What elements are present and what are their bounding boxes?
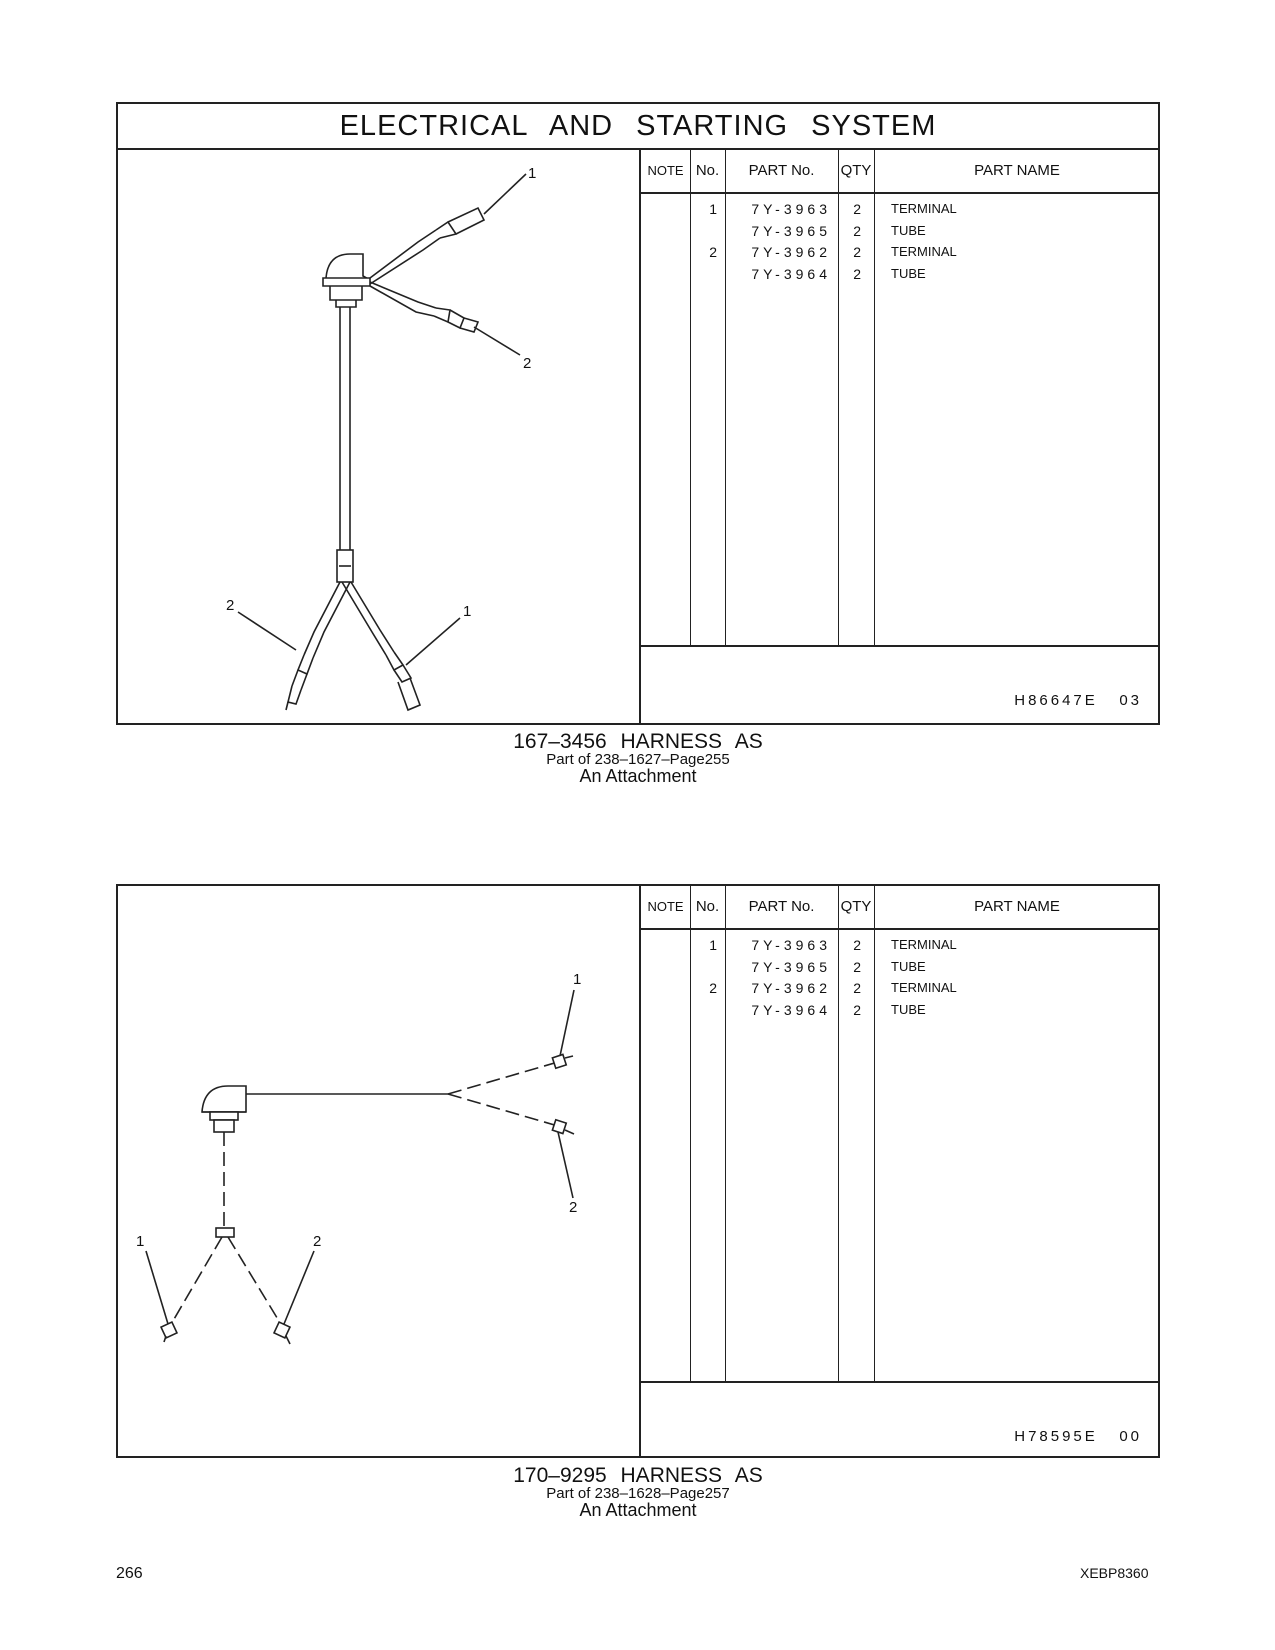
harness-illustration-2 (118, 886, 641, 1456)
header-part-name: PART NAME (974, 898, 1060, 915)
header-part-no: PART No. (748, 898, 815, 915)
header-note: NOTE (647, 163, 684, 178)
callout-2: 2 (226, 597, 235, 614)
assembly-note: An Attachment (579, 1500, 697, 1520)
header-qty: QTY (840, 162, 872, 179)
table-row: 7Y-3965 2 TUBE (751, 223, 926, 239)
harness-drawing-2 (118, 886, 639, 1456)
callout-1: 1 (463, 603, 472, 620)
callout-1: 1 (573, 971, 582, 988)
table-row: 7Y-3965 2 TUBE (751, 959, 926, 975)
assembly-reference: Part of 238–1627–Page255 (546, 751, 730, 768)
callout-2: 2 (569, 1199, 578, 1216)
assembly-title: 167–3456 HARNESS AS (513, 730, 763, 753)
header-note: NOTE (647, 899, 684, 914)
document-id: XEBP8360 (1080, 1565, 1149, 1581)
page-number: 266 (116, 1565, 143, 1582)
table-row: 1 7Y-3963 2 TERMINAL (709, 201, 957, 217)
parts-table-2 (641, 886, 1158, 1456)
caption-1 (116, 731, 1160, 785)
table-rows (641, 194, 1158, 645)
assembly-note: An Attachment (579, 766, 697, 786)
header-part-name: PART NAME (974, 162, 1060, 179)
table-row: 7Y-3964 2 TUBE (751, 266, 926, 282)
parts-table-1 (641, 150, 1158, 723)
assembly-title: 170–9295 HARNESS AS (513, 1464, 763, 1487)
header-no: No. (695, 898, 720, 915)
callout-1: 1 (136, 1233, 145, 1250)
caption-2 (116, 1465, 1160, 1519)
assembly-reference: Part of 238–1628–Page257 (546, 1485, 730, 1502)
table-row: 1 7Y-3963 2 TERMINAL (709, 937, 957, 953)
table-row: 2 7Y-3962 2 TERMINAL (709, 244, 957, 260)
table-header (641, 886, 1158, 930)
harness-drawing-1 (118, 150, 639, 725)
header-no: No. (695, 162, 720, 179)
table-row: 2 7Y-3962 2 TERMINAL (709, 980, 957, 996)
parts-frame-2 (116, 884, 1160, 1458)
harness-illustration-1 (118, 150, 641, 723)
illustration-id: H78595E 00 (1014, 1428, 1142, 1445)
callout-1: 1 (528, 165, 537, 182)
callout-2: 2 (523, 355, 532, 372)
header-part-no: PART No. (748, 162, 815, 179)
table-rows (641, 930, 1158, 1381)
table-header (641, 150, 1158, 194)
page-title: ELECTRICAL AND STARTING SYSTEM (118, 104, 1158, 150)
parts-frame-1 (116, 102, 1160, 725)
callout-2: 2 (313, 1233, 322, 1250)
header-qty: QTY (840, 898, 872, 915)
table-row: 7Y-3964 2 TUBE (751, 1002, 926, 1018)
illustration-id: H86647E 03 (1014, 692, 1142, 709)
